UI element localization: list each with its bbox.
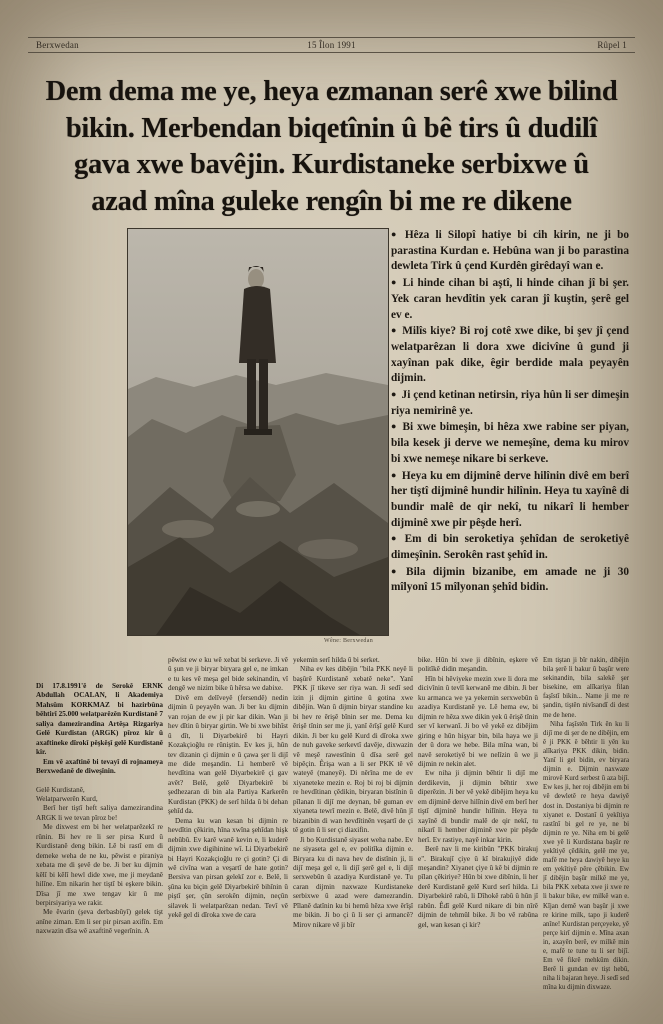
article-paragraph: Hîn bi hêviyeke mezin xwe li dora me dicivînin û tevlî kerwanê me dibin. Ji ber ku armanca we ya yekemin serxwebûn û azadiya Kurdistanê ye. Lê hema ew, bi dijmin re hêza xwe dikin yek û êrişê tînin ser vî kerwanî. Ji bo vê yekê ez dibêjim giring e hûn hişyar bin, bila haya we ji der û dora we hebe. Bila mîna wan, bi navê seroketiyê bi we nelîzin û we ji dijmin re nekin alet. xyxy=(418,674,538,768)
bullet-item xyxy=(391,228,629,275)
photo-block xyxy=(127,228,387,650)
photo-caption: Wêne: Berxwedan xyxy=(324,638,373,644)
bullet-item xyxy=(391,469,629,532)
headline-line: gava xwe bavêjin. Kurdistaneke serbixwe û xyxy=(74,149,589,180)
article-paragraph: Berê nav li me kiribûn "PKK birakuj e". Birakujî çiye û kî birakujiyê dide meşandin? Xiyanet çiye û kê bi dijmin re pîlan çêkiriye? Hûn bi xwe dibînin, li her derê Kurdistanê gelê Kurd serî hilda. Li Diyarbekirê rabû, li Dîhokê rabû û hûn jî rabûn. Êdî gelê Kurd nikare di bin nîrê dijmin de tehmûl bike. Ji bo vê rabûna gel, wan kesan çi kir? xyxy=(418,845,538,929)
bullet-dot-icon: ● xyxy=(391,421,398,432)
bullet-item xyxy=(391,324,629,387)
bullet-text: Heya ku em dijminê derve hilînin divê em berî her tiştî dijminê hundir hilînin. Heya tu xayînê di bundir malê de qir nekî, tu nikarî li hember dijminê xwe pir pêşde herî. xyxy=(391,469,629,529)
bullet-text: Milîs kiye? Bi roj cotê xwe dike, bi şev jî çend welatparêzan li dora xwe dicivîne û gund ji xayînan pak dike, êgir berdide mala peyayên dijmin. xyxy=(391,325,629,385)
masthead-page-number: Rûpel 1 xyxy=(597,40,627,50)
masthead-title: Berxwedan xyxy=(36,40,79,50)
article-paragraph: Divê em delîveyê (fersendê) nedin dijmin û peyayên wan. Ji ber ku dijmin van rojan de ew ji pir kar dikin. Wan ji hev dîtin û biryar girtin. We bi xwe bihîst û dît, li Diyarbekirê bi Hayri Kozakçioğlu re rûniştin. Ev kes ji, hûn tev dizanin çi dijmin e û çawa şer li dijî me dide meşandin. Li hemberê vê hevdîtina wan gelê Diyarbekirê çi gav avêt? Belê, gelê Diyarbekirê bi şedhezaran di bin ala Partiya Karkerên Kurdistan (PKK) de serî hilda û bi dehan şehîd da. xyxy=(168,693,288,816)
bullet-item xyxy=(391,388,629,419)
bullet-text: Li hinde cihan bi aştî, li hinde cihan jî bi şer. Yek caran hevdîtin yek caran jî kuştin, şerê gel ev e. xyxy=(391,277,629,321)
bullet-dot-icon: ● xyxy=(391,565,402,576)
article-paragraph: pêwist ew e ku wê xebat bi serkeve. Ji vê û şun ve ji biryar biryara gel e, ne imkan e tu kes vê meşa gel bide sekinandin, vî dengê we nizim bike û hêrsa we dabixe. xyxy=(168,656,288,693)
article-paragraph: Me êvarin (şeva derbasbûyî) gelek tişt anîne ziman. Em li ser pir pirsan axifîn. Em naxwazin dîsa wê axaftinê vegerînin. A xyxy=(36,908,163,936)
middle-section xyxy=(38,228,629,650)
article-paragraph: Em tiştan ji bîr nakin, dibêjin bila şerê li bakur û başûr were sekinandin, bila salekê şer bisekine, em alîkariya filan faşîstî bikin... Name ji me re şandin, tiştên nivîsandî di dest me de hene. xyxy=(543,657,629,719)
masthead-date: 15 Îlon 1991 xyxy=(307,40,356,50)
headline-line: bikin. Merbendan biqetînin û bê tirs û dudilî xyxy=(65,112,598,144)
bullet-dot-icon: ● xyxy=(391,229,400,239)
bullet-text: Em di bin seroketiya şehîdan de seroketiyê dimeşînin. Serokên rast şehîd in. xyxy=(391,533,630,562)
article-columns xyxy=(36,656,629,1014)
article-paragraph: Niha faşîstên Tirk ên ku li dijî me di şer de ne dibêjin, em ê ji PKK ê bêhtir li yên ku alîkariya PKK dikin, bidin. Yanî li gel bidin, ev biryara dijmin e. Dijmin naxwaze mirovê Kurd serbest û aza bijî. Ew kes ji, her roj dibêjin em bi vê dewletê re heya dawiyê dost in. Dostaniya bi dijmin re xiyanet e. Dostanî û yekîtiya rastînî bi gel re ye, ne bi dijmin re ye. Niha em bi gelê xwe yê li Kurdistana başûr re yekîtiyê çêdikin, gelê me ye, mafê me heya dawiyê heye ku em yekîtiyê pêre çêbikin. Ew jî dibêjin başûr milkê me ye, bila PKK xebata xwe ji xwe re li bakur bike, ew milkê wan e. Kîjan demê wan başûr ji xwe re kirine milk, tapo ji kuderê anîne! Kurdistan perçeyeke, yê perçe kirî dijmin e. Mîna axan in, axayên berê, ev milkê min e, mafê te tune tu li ser bijî. Em vê fikrê mehkûm dikin. Berê li gundan ev tişt hebû, niha li bajaran heye. Ji sedî sed mîna ku dijmin dixwaze. xyxy=(543,720,629,992)
article-column-4 xyxy=(418,656,538,1014)
article-paragraph: Ew niha ji dijmin bêhtir li dijî me derdikevin, ji dijmin bêhtir xwe diperêzin. Ji ber vê yekê dibêjim heya ku em dijminê derve hilînin divê em berî her tiştî dijminê hundir hilînin. Heya tu xayînê di bundir malê de qir nekî, tu nikarî li hember dijminê xwe pir pêşde herî. Ev rastiye, nayê inkar kirin. xyxy=(418,769,538,844)
headline-line: azad mîna guleke rengîn bi me re dikene xyxy=(91,185,572,217)
bullet-text: Ji çend ketinan netirsin, riya hûn li ser dimeşin riya nemirinê ye. xyxy=(391,389,630,417)
article-paragraph: Niha ev kes dibêjin "bila PKK neyê li başûrê Kurdistanê xebatê neke". Yanî PKK jî tikeve ser riya wan. Ji sedî sed izin ji dijmin girtine û gotina xwe dibêjin. Wan û dijmin biryar standine ku bi hev re êrişê bînin ser me. Dema ku êrişê tînin ser me ji, yanî êrîşî gelê Kurd dikin. Ji ber ku gelê Kurd di dîroka xwe de nuh gaveke serkevtî davêje, dixwazin vê meşê rawestînin û dîsa serê gel bipêçin. Êrişa wan a li ser PKK tê vê wateyê (maneyê). Di nêrîna me de ev xiyaneteke mezin e. Roj bi roj bi dijmin re hevdîtinan çêdikin, biryaran bistînin û pîlanan li dijî me deynan, bê guman ev xiyaneta tewrî mezin e. Belê, divê hûn jî bizanibin di wan hevdîtinên veşartî de çi tê gotin û li ser çi diaxifin. xyxy=(293,665,413,835)
article-salutation: Gelê Kurdistanê, xyxy=(36,785,85,794)
article-paragraph: yekemin serî hilda û bi serket. xyxy=(293,656,380,664)
article-column-3 xyxy=(293,656,413,1014)
article-paragraph: bike. Hûn bi xwe ji dibînin, eşkere vê politîkê didin meşandin. xyxy=(418,656,538,674)
photo-ocalan-on-rocks xyxy=(127,228,389,636)
article-intro-paragraph: Di 17.8.1991'ê de Serokê ERNK Abdullah OCALAN, li Akademiya Mahsûm KORKMAZ bi hazirbûna bêhtirî 25.000 welatparêzên Kurdistanê 7 saliya damezirandina Artêşa Rizgariya Gelê Kurdistan (ARGK) pîroz kir û axaftineke dîrokî pêşkêşî gelê Kurdistanê kir. xyxy=(36,682,163,757)
photo-illustration xyxy=(128,229,388,635)
article-column-2 xyxy=(168,656,288,1014)
bullet-dot-icon: ● xyxy=(391,389,397,400)
bullet-dot-icon: ● xyxy=(391,277,398,288)
bullet-text: Hêza li Silopî hatiye bi cih kirin, ne ji bo parastina Kurdan e. Hebûna wan ji bo parastina dewleta Tirk û çend Kurdên girêdayî wan e. xyxy=(391,229,630,273)
article-paragraph: Dema ku wan kesan bi dijmin re hevdîtin çêkirin, hîna xwîna şehîdan hişk nebûbû. Ev karê wanê kevin e, li kuderê dijmin xwe digihinine wî. Li Diyarbekirê bi Hayri Kozakçioğlu re çi gotin? Çi di wê civîna wan a veşartî de hate gotin? Bersiva van pirsan gelekî zor e. Belê, li şûna ku biçin gelê Diyarbekirê bihînin û piştî şer, çûn serokên dijmin, neçûn silavek li welatparêzan nedan. Tevî vê yekê gel di dîroka xwe de cara xyxy=(168,816,288,920)
masthead xyxy=(28,37,635,53)
main-headline xyxy=(26,74,637,220)
bullet-dot-icon: ● xyxy=(391,325,398,336)
article-paragraph: Berî her tiştî heft saliya damezirandina ARGK li we tevan pîroz be! xyxy=(36,804,163,822)
article-paragraph: Me dixwest em bi her welatparêzekî re rûnin. Bi hev re li ser pirsa Kurd û Kurdistanê deng bikin. Lê bi rastî em di demeke weha de ne ku, pêwist e piraniya xebata me di şevê de be. Ji ber ku dijmin kêlî bi kêlî hewl dide xwe, me ji meydanê hilîne. Em nikarin her tiştî bi eşkere bikin. Dîsa jî me xwe tengav kir û me berpirsiyariya we rakir. xyxy=(36,823,163,907)
article-column-1 xyxy=(36,656,163,1024)
article-paragraph: Ji bo Kurdistanê siyaset weha nabe. Ev ne siyaseta gel e, ev politîka dijmin e. Biryara ku di nava hev de distînin ji, li dijî meşa gel e, li dijî şerê gel e, li dijî serxwebûn û azadiya Kurdistanê ye. Tu caran dijmin naxwaze Kurdistaneke serbixwe û azad were damezrandin. Pîlanê datînin ku bi hemû hêza xwe êrîşî me bikin. Ji bo çi û li ser çi armancê? Mirov nikare vê ji bîr xyxy=(293,835,413,929)
bullet-dot-icon: ● xyxy=(391,469,397,480)
bullet-item xyxy=(391,420,629,467)
bullet-text: Bi xwe bimeşin, bi hêza xwe rabine ser piyan, bila kesek ji derve we nemeşîne, dema ku mirov bi xwe nemeşe nikare bi serkeve. xyxy=(391,421,629,465)
bullet-dot-icon: ● xyxy=(391,533,400,544)
article-salutation: Welatparwerên Kurd, xyxy=(36,794,98,803)
bullet-item xyxy=(391,565,629,596)
bullet-item xyxy=(391,276,629,323)
article-column-5 xyxy=(543,656,629,1014)
article-intro-paragraph: Em vê axaftinê bi tevayî di rojnameya Berxwedanê de diweşînin. xyxy=(36,757,163,776)
headline-line: Dem dema me ye, heya ezmanan serê xwe bilind xyxy=(45,76,618,107)
bullet-column xyxy=(391,228,629,650)
bullet-text: Bila dijmin bizanibe, em amade ne ji 30 mîlyonî 15 mîlyonan şehîd bidin. xyxy=(391,565,630,594)
bullet-item xyxy=(391,532,629,563)
